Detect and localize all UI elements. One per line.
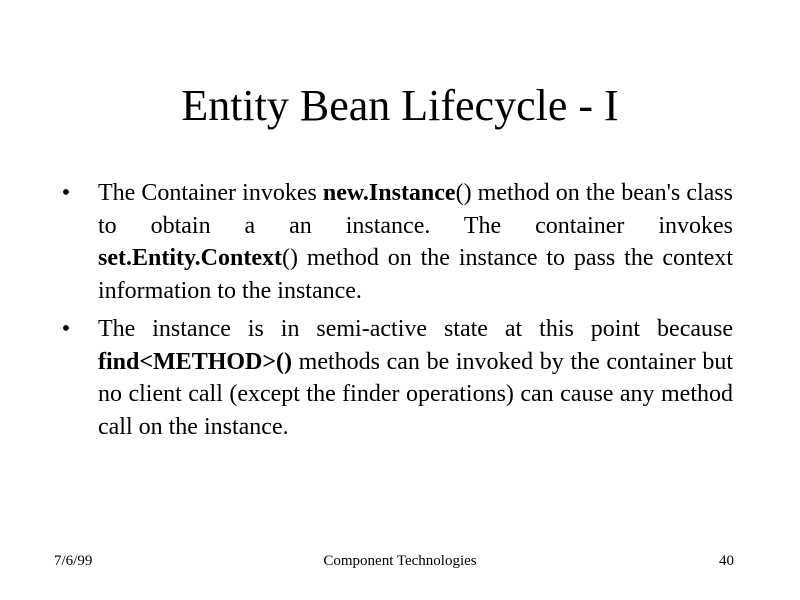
bullet-1-text-2: () method on the bean's class to obtain a an instance. The container invokes <box>98 180 733 239</box>
bullet-2-text-1: The instance is in semi-active state at this point because <box>98 316 733 342</box>
bullet-2-text-2: methods can be invoked by the container but no client call (except the finder operations) can cause any method call on the instance. <box>98 348 733 440</box>
bullet-point-icon: • <box>61 316 71 342</box>
bullet-1-text-3: () method on the instance to pass the context information to the instance. <box>98 245 733 304</box>
footer-title: Component Technologies <box>323 553 477 569</box>
slide-title: Entity Bean Lifecycle - I <box>181 81 619 130</box>
bullet-item-2 <box>56 313 733 443</box>
bullet-1-code-new-instance: new.Instance <box>322 180 456 206</box>
bullet-item-1 <box>56 177 733 307</box>
bullet-list <box>56 177 733 443</box>
bullet-1-code-set-entity-context: set.Entity.Context <box>98 245 282 271</box>
bullet-1-text-1: The Container invokes <box>98 180 323 206</box>
footer-date: 7/6/99 <box>54 553 93 569</box>
slide-number: 40 <box>719 553 734 569</box>
bullet-2-code-find-method: find<METHOD>() <box>98 348 293 375</box>
bullet-point-icon: • <box>61 180 71 206</box>
